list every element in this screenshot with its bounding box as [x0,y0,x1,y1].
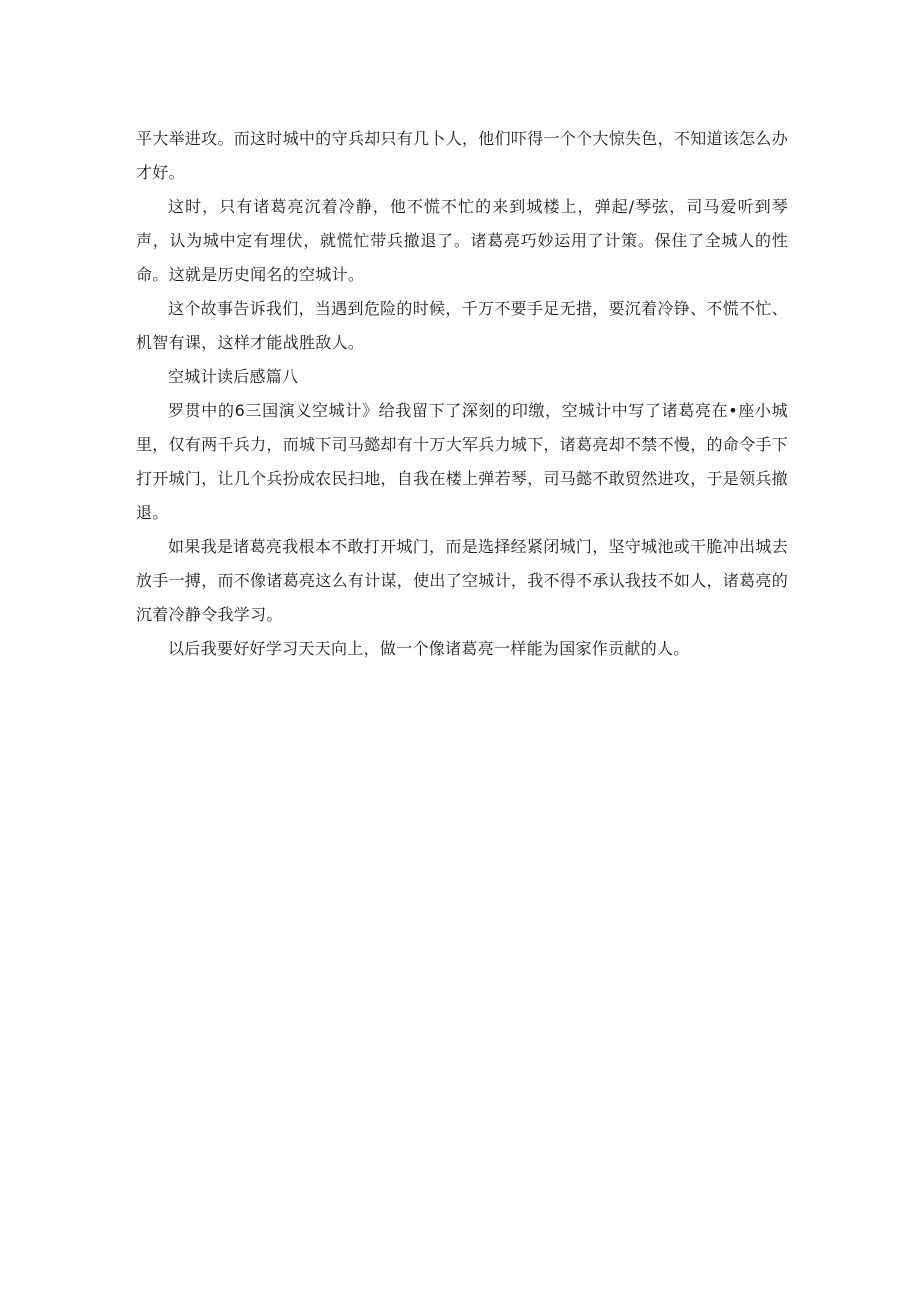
section-heading: 空城计读后感篇八 [168,367,299,386]
paragraph: 罗贯中的6三国演义空城计》给我留下了深刻的印缴，空城计中写了诸葛亮在•座小城里，仅有两千兵力，而城下司马懿却有十万大军兵力城下，诸葛亮却不禁不慢，的命令手下打开城门，让几个兵扮成农民扫地，自我在楼上弹若琴，司马懿不敢贸然进攻，于是领兵撤退。 [136,401,789,522]
paragraph: 这时，只有诸葛亮沉着冷静，他不慌不忙的来到城楼上，弹起/琴弦，司马爱听到琴声，认为城中定有埋伏，就慌忙带兵撤退了。诸葛亮巧妙运用了计策。保住了全城人的性命。这就是历史闻名的空城计。 [136,197,788,284]
paragraph: 这个故事告诉我们，当遇到危险的时候，千万不要手足无措，要沉着冷铮、不慌不忙、机智有课，这样才能战胜敌人。 [136,299,788,352]
paragraph: 以后我要好好学习天天向上，做一个像诸葛亮一样能为国家作贡献的人。 [168,639,690,658]
paragraph: 如果我是诸葛亮我根本不敢打开城门，而是选择经紧闭城门，坚守城池或干脆冲出城去放手一搏，而不像诸葛亮这么有计谋，使出了空城计，我不得不承认我技不如人，诸葛亮的沉着冷静令我学习。 [136,537,789,624]
paragraph-continued: 平大举进攻。而这时城中的守兵却只有几卜人，他们吓得一个个大惊失色，不知道该怎么办才好。 [136,129,789,182]
document-body [136,122,788,666]
